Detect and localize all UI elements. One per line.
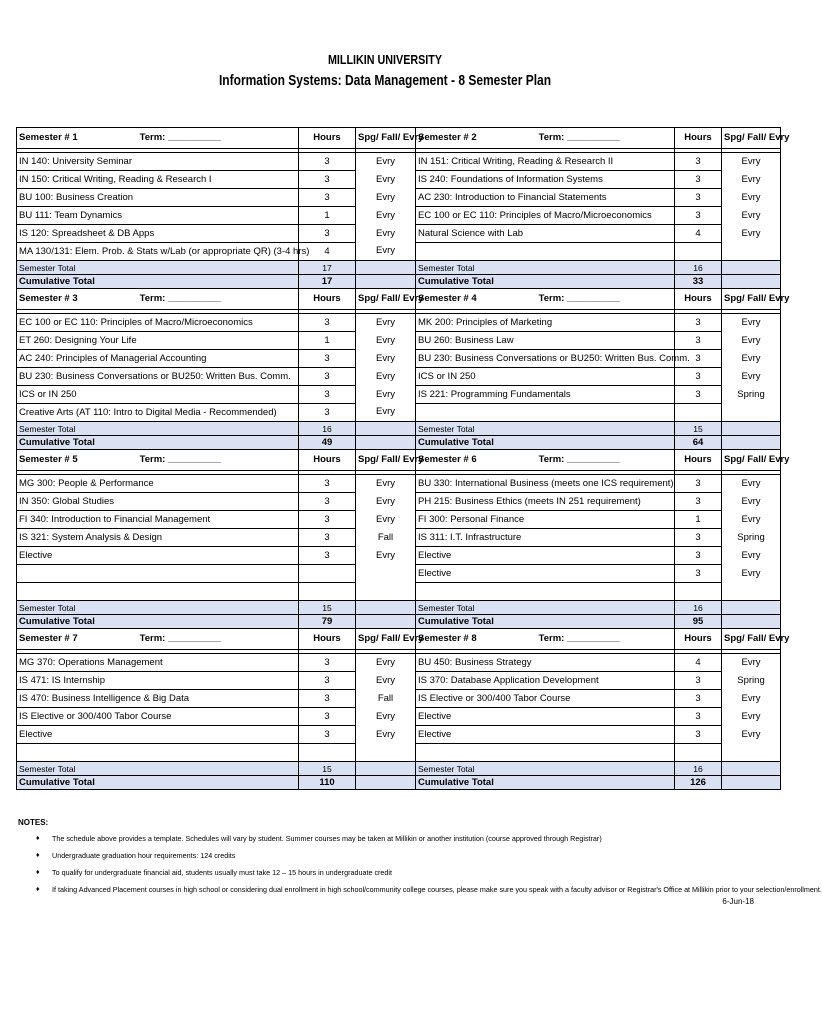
term-field: Term: __________ [139,132,221,143]
semester-number: Semester # 2 [418,132,477,143]
semester-total-value: 15 [675,422,722,436]
term-field: Term: __________ [538,293,620,304]
semester-number: Semester # 5 [19,454,78,465]
course-offered: Evry [722,153,781,171]
course-offered: Evry [356,475,416,493]
semester-total-blank [722,601,781,615]
course-offered: Evry [356,350,416,368]
cumulative-total-label: Cumulative Total [416,436,675,450]
course-row [17,654,781,672]
course-row [17,511,781,529]
course-offered: Evry [722,708,781,726]
document-date: 6-Jun-18 [722,897,754,906]
course-row [17,207,781,225]
cumulative-total-value: 49 [299,436,356,450]
semester-header-row [17,629,781,650]
semester-number: Semester # 1 [19,132,78,143]
semester-label [17,128,299,149]
course-hours: 3 [675,547,722,565]
semester-label [17,450,299,471]
diamond-bullet-icon: ♦ [36,835,40,842]
course-offered: Evry [356,547,416,565]
semester-total-value: 17 [299,261,356,275]
course-offered [722,744,781,762]
term-field: Term: __________ [538,132,620,143]
course-offered: Spring [722,529,781,547]
course-name: ET 260: Designing Your Life [17,332,299,350]
cumulative-total-value: 126 [675,776,722,790]
semester-plan-table [16,127,790,790]
course-name: MG 300: People & Performance [17,475,299,493]
course-hours [299,583,356,601]
cumulative-total-label: Cumulative Total [17,275,299,289]
cumulative-total-blank [722,776,781,790]
course-row [17,153,781,171]
course-offered: Evry [356,386,416,404]
course-offered: Evry [722,475,781,493]
semester-total-label: Semester Total [416,422,675,436]
semester-total-label: Semester Total [17,422,299,436]
semester-total-blank [356,601,416,615]
diamond-bullet-icon: ♦ [36,852,40,859]
course-name: BU 100: Business Creation [17,189,299,207]
course-name: IS 120: Spreadsheet & DB Apps [17,225,299,243]
course-row [17,368,781,386]
course-offered: Evry [722,511,781,529]
course-name: Elective [17,547,299,565]
course-row [17,547,781,565]
course-offered: Evry [356,493,416,511]
course-name: IN 151: Critical Writing, Reading & Research II [416,153,675,171]
course-offered [722,243,781,261]
course-hours: 3 [299,690,356,708]
course-hours: 1 [299,207,356,225]
cumulative-total-value: 95 [675,615,722,629]
offered-header: Spg/ Fall/ Evry [356,128,416,149]
course-hours: 3 [299,654,356,672]
cumulative-total-blank [356,275,416,289]
course-row [17,493,781,511]
course-row [17,189,781,207]
course-name: Elective [17,726,299,744]
course-offered: Evry [722,189,781,207]
course-row [17,583,781,601]
course-row [17,529,781,547]
course-name: Elective [416,708,675,726]
course-hours: 3 [299,547,356,565]
course-hours: 3 [299,493,356,511]
note-item [36,850,756,867]
course-name [17,744,299,762]
course-hours: 3 [299,153,356,171]
semester-total-row [17,422,781,436]
hours-header: Hours [675,450,722,471]
semester-total-value: 16 [299,422,356,436]
course-hours: 3 [299,225,356,243]
course-hours: 3 [675,332,722,350]
course-offered: Spring [722,672,781,690]
hours-header: Hours [675,128,722,149]
course-offered [356,565,416,583]
course-name: FI 300: Personal Finance [416,511,675,529]
course-name [416,744,675,762]
diamond-bullet-icon: ♦ [36,869,40,876]
course-hours: 3 [675,690,722,708]
cumulative-total-value: 17 [299,275,356,289]
hours-header: Hours [675,289,722,310]
course-name: BU 111: Team Dynamics [17,207,299,225]
semester-total-label: Semester Total [17,601,299,615]
course-offered: Evry [722,654,781,672]
cumulative-total-row [17,275,781,289]
term-field: Term: __________ [139,293,221,304]
course-hours: 3 [675,475,722,493]
note-text: If taking Advanced Placement courses in high school or considering dual enrollment in high school/community college courses, please make sure you speak with a faculty advisor or Registrar's Office at Millikin prior to your selection/enrollment. [52,885,822,894]
course-hours: 3 [299,511,356,529]
course-offered: Fall [356,690,416,708]
semester-total-blank [356,422,416,436]
semester-total-label: Semester Total [17,261,299,275]
course-hours: 3 [299,189,356,207]
cumulative-total-blank [356,436,416,450]
course-row [17,726,781,744]
offered-header: Spg/ Fall/ Evry [356,629,416,650]
course-hours [675,404,722,422]
semester-number: Semester # 6 [418,454,477,465]
term-field: Term: __________ [139,454,221,465]
course-offered [356,744,416,762]
course-name: BU 230: Business Conversations or BU250: Written Bus. Comm. [17,368,299,386]
term-field: Term: __________ [538,454,620,465]
course-hours: 3 [675,153,722,171]
semester-total-row [17,762,781,776]
course-offered: Evry [722,368,781,386]
course-hours: 3 [299,529,356,547]
course-name: Elective [416,726,675,744]
note-item [36,884,822,901]
course-name: IS Elective or 300/400 Tabor Course [416,690,675,708]
course-offered: Evry [356,332,416,350]
course-offered: Evry [722,225,781,243]
course-name: ICS or IN 250 [17,386,299,404]
course-hours: 3 [675,726,722,744]
course-hours: 3 [299,350,356,368]
cumulative-total-value: 64 [675,436,722,450]
course-row [17,744,781,762]
semester-total-value: 15 [299,601,356,615]
course-hours: 3 [675,386,722,404]
cumulative-total-row [17,615,781,629]
semester-label [416,289,675,310]
course-hours: 3 [675,368,722,386]
hours-header: Hours [299,450,356,471]
course-row [17,225,781,243]
course-offered: Evry [722,547,781,565]
course-name: AC 230: Introduction to Financial Statements [416,189,675,207]
course-offered: Spring [722,386,781,404]
course-name [17,583,299,601]
course-offered: Evry [722,207,781,225]
hours-header: Hours [299,629,356,650]
course-hours [675,583,722,601]
course-row [17,314,781,332]
course-name: IN 140: University Seminar [17,153,299,171]
course-offered: Evry [356,153,416,171]
offered-header: Spg/ Fall/ Evry [722,289,781,310]
course-name: Creative Arts (AT 110: Intro to Digital Media - Recommended) [17,404,299,422]
course-row [17,404,781,422]
course-name: ICS or IN 250 [416,368,675,386]
course-offered: Evry [722,493,781,511]
course-name: BU 450: Business Strategy [416,654,675,672]
university-name: MILLIKIN UNIVERSITY [327,53,443,67]
course-name: BU 230: Business Conversations or BU250: Written Bus. Comm. [416,350,675,368]
course-hours [299,744,356,762]
course-hours: 3 [299,672,356,690]
offered-header: Spg/ Fall/ Evry [722,128,781,149]
page-title: Information Systems: Data Management - 8 Semester Plan [218,72,552,89]
cumulative-total-label: Cumulative Total [416,275,675,289]
note-text: Undergraduate graduation hour requirements: 124 credits [52,851,236,860]
course-hours [675,744,722,762]
course-hours: 3 [675,493,722,511]
semester-total-row [17,601,781,615]
course-row [17,565,781,583]
course-name: IS Elective or 300/400 Tabor Course [17,708,299,726]
course-name: IS 471: IS Internship [17,672,299,690]
hours-header: Hours [675,629,722,650]
course-row [17,475,781,493]
course-name [416,583,675,601]
semester-header-row [17,450,781,471]
cumulative-total-blank [356,776,416,790]
cumulative-total-label: Cumulative Total [17,776,299,790]
course-row [17,243,781,261]
cumulative-total-label: Cumulative Total [416,615,675,629]
course-name: Elective [416,547,675,565]
note-text: The schedule above provides a template. Schedules will vary by student. Summer courses may be taken at Millikin or another institution (course approved through Registrar) [52,834,602,843]
course-hours: 3 [675,350,722,368]
course-hours: 3 [299,726,356,744]
cumulative-total-row [17,776,781,790]
course-hours: 3 [299,171,356,189]
semester-label [17,629,299,650]
note-item [36,867,756,884]
semester-label [416,450,675,471]
semester-total-value: 15 [299,762,356,776]
notes-list [36,833,822,901]
hours-header: Hours [299,128,356,149]
course-hours: 3 [675,708,722,726]
course-hours [675,243,722,261]
course-offered: Evry [356,404,416,422]
cumulative-total-blank [722,615,781,629]
course-row [17,386,781,404]
course-hours: 3 [299,386,356,404]
semester-total-blank [722,762,781,776]
course-row [17,350,781,368]
course-name: MG 370: Operations Management [17,654,299,672]
course-offered: Evry [722,332,781,350]
course-offered [722,404,781,422]
course-name: PH 215: Business Ethics (meets IN 251 requirement) [416,493,675,511]
course-offered: Fall [356,529,416,547]
cumulative-total-label: Cumulative Total [17,615,299,629]
semester-total-row [17,261,781,275]
course-row [17,672,781,690]
course-offered: Evry [722,690,781,708]
cumulative-total-value: 33 [675,275,722,289]
cumulative-total-label: Cumulative Total [17,436,299,450]
semester-label [416,629,675,650]
course-offered: Evry [722,171,781,189]
course-offered: Evry [722,350,781,368]
course-name: IS 311: I.T. Infrastructure [416,529,675,547]
course-offered: Evry [356,225,416,243]
cumulative-total-value: 110 [299,776,356,790]
notes-label: NOTES: [18,818,49,827]
course-row [17,171,781,189]
semester-total-value: 16 [675,261,722,275]
course-hours: 3 [299,404,356,422]
course-offered: Evry [356,368,416,386]
course-offered [722,583,781,601]
course-hours: 3 [675,207,722,225]
course-offered: Evry [356,511,416,529]
course-name [416,243,675,261]
course-offered: Evry [722,726,781,744]
course-offered: Evry [722,565,781,583]
semester-total-label: Semester Total [416,762,675,776]
course-hours: 4 [675,225,722,243]
term-field: Term: __________ [139,633,221,644]
course-hours: 3 [675,565,722,583]
offered-header: Spg/ Fall/ Evry [722,629,781,650]
semester-header-row [17,128,781,149]
course-hours: 3 [675,314,722,332]
course-name: IS 221: Programming Fundamentals [416,386,675,404]
note-text: To qualify for undergraduate financial aid, students usually must take 12 – 15 hours in undergraduate credit [52,868,393,877]
course-offered: Evry [356,243,416,261]
course-name: IN 350: Global Studies [17,493,299,511]
course-hours: 1 [675,511,722,529]
course-hours: 1 [299,332,356,350]
course-name: BU 260: Business Law [416,332,675,350]
course-hours: 3 [675,189,722,207]
semester-label [416,128,675,149]
course-offered: Evry [356,654,416,672]
offered-header: Spg/ Fall/ Evry [722,450,781,471]
semester-number: Semester # 7 [19,633,78,644]
course-name: FI 340: Introduction to Financial Management [17,511,299,529]
term-field: Term: __________ [538,633,620,644]
course-name: IN 150: Critical Writing, Reading & Research I [17,171,299,189]
semester-number: Semester # 8 [418,633,477,644]
course-row [17,690,781,708]
course-name: IS 240: Foundations of Information Systems [416,171,675,189]
course-name [416,404,675,422]
course-offered: Evry [356,314,416,332]
course-name: AC 240: Principles of Managerial Accounting [17,350,299,368]
course-row [17,332,781,350]
course-name: MK 200: Principles of Marketing [416,314,675,332]
course-row [17,708,781,726]
course-name: EC 100 or EC 110: Principles of Macro/Microeconomics [17,314,299,332]
semester-total-blank [722,261,781,275]
course-name: IS 470: Business Intelligence & Big Data [17,690,299,708]
semester-total-label: Semester Total [416,261,675,275]
course-offered: Evry [722,314,781,332]
course-hours: 3 [675,529,722,547]
course-offered [356,583,416,601]
cumulative-total-row [17,436,781,450]
course-offered: Evry [356,726,416,744]
cumulative-total-blank [722,436,781,450]
course-name [17,565,299,583]
course-name: Natural Science with Lab [416,225,675,243]
course-hours: 3 [299,475,356,493]
course-hours: 4 [299,243,356,261]
course-name: IS 321: System Analysis & Design [17,529,299,547]
semester-number: Semester # 3 [19,293,78,304]
course-name: MA 130/131: Elem. Prob. & Stats w/Lab (or appropriate QR) (3-4 hrs) [17,243,299,261]
course-hours: 3 [299,368,356,386]
semester-total-blank [722,422,781,436]
semester-total-label: Semester Total [17,762,299,776]
course-hours: 3 [299,708,356,726]
offered-header: Spg/ Fall/ Evry [356,450,416,471]
course-name: IS 370: Database Application Development [416,672,675,690]
semester-total-blank [356,261,416,275]
semester-number: Semester # 4 [418,293,477,304]
course-hours: 3 [675,171,722,189]
semester-total-blank [356,762,416,776]
course-hours: 3 [299,314,356,332]
cumulative-total-blank [356,615,416,629]
semester-total-label: Semester Total [416,601,675,615]
course-offered: Evry [356,672,416,690]
cumulative-total-blank [722,275,781,289]
course-offered: Evry [356,189,416,207]
course-hours: 4 [675,654,722,672]
semester-total-value: 16 [675,762,722,776]
note-item [36,833,756,850]
course-offered: Evry [356,171,416,189]
cumulative-total-label: Cumulative Total [416,776,675,790]
course-name: Elective [416,565,675,583]
course-name: EC 100 or EC 110: Principles of Macro/Microeconomics [416,207,675,225]
semester-header-row [17,289,781,310]
diamond-bullet-icon: ♦ [36,886,40,893]
course-hours: 3 [675,672,722,690]
course-offered: Evry [356,708,416,726]
semester-label [17,289,299,310]
offered-header: Spg/ Fall/ Evry [356,289,416,310]
hours-header: Hours [299,289,356,310]
course-hours [299,565,356,583]
semester-total-value: 16 [675,601,722,615]
cumulative-total-value: 79 [299,615,356,629]
course-name: BU 330: International Business (meets one ICS requirement) [416,475,675,493]
course-offered: Evry [356,207,416,225]
